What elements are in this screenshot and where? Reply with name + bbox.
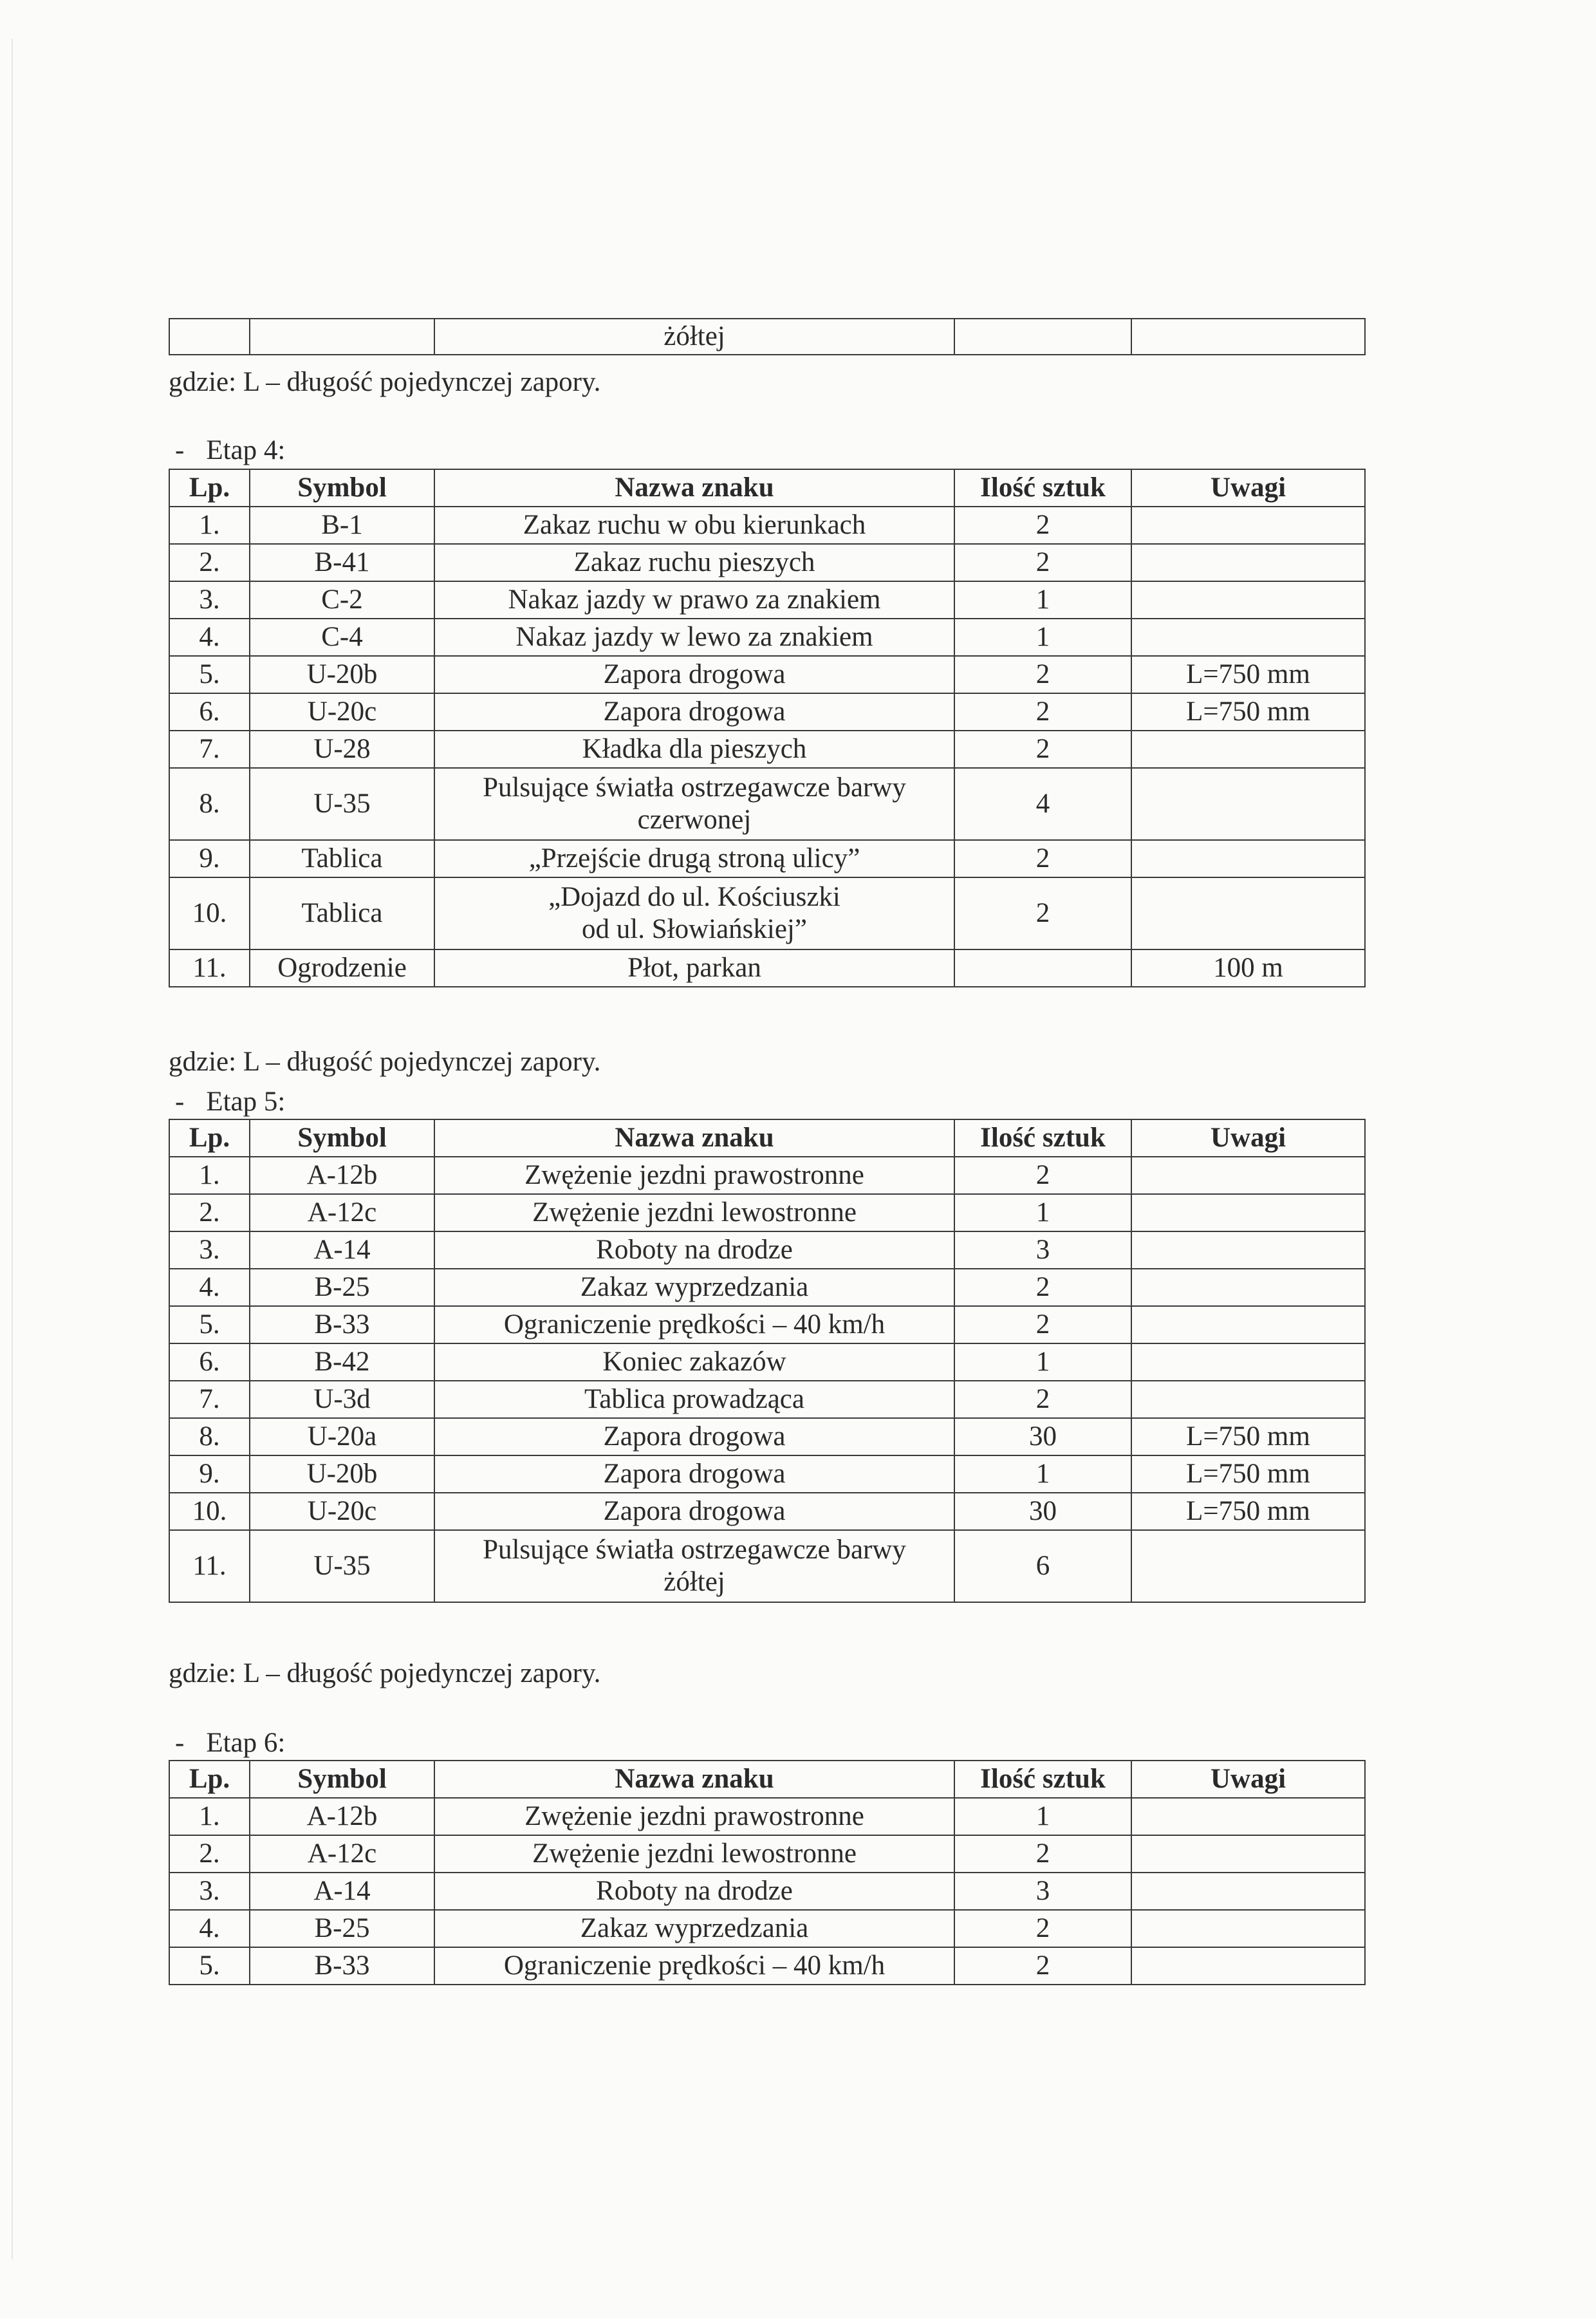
cell-symbol: B-42 — [250, 1343, 434, 1381]
cell-symbol: A-12b — [250, 1157, 434, 1194]
cell-notes — [1131, 731, 1365, 768]
cell-notes — [1131, 877, 1365, 949]
cell-symbol: B-25 — [250, 1269, 434, 1306]
cell-symbol: C-2 — [250, 581, 434, 619]
header-notes: Uwagi — [1131, 1119, 1365, 1157]
cell-lp: 7. — [169, 731, 250, 768]
table-row — [169, 656, 1365, 693]
header-symbol: Symbol — [250, 469, 434, 507]
continuation-table — [169, 318, 1366, 355]
cell-lp: 8. — [169, 768, 250, 840]
cell-notes — [1131, 619, 1365, 656]
stage-4-heading — [175, 433, 285, 469]
cell-qty: 2 — [954, 877, 1131, 949]
cell-symbol — [250, 319, 434, 355]
cell-qty: 2 — [954, 1835, 1131, 1873]
cell-lp: 11. — [169, 949, 250, 987]
header-symbol: Symbol — [250, 1119, 434, 1157]
table-row — [169, 507, 1365, 544]
cell-qty: 1 — [954, 1455, 1131, 1493]
continuation-table-block — [169, 318, 1364, 355]
cell-lp: 4. — [169, 619, 250, 656]
table-header-row — [169, 1119, 1365, 1157]
cell-qty: 1 — [954, 619, 1131, 656]
cell-qty: 2 — [954, 1269, 1131, 1306]
stage-5-heading — [175, 1084, 285, 1120]
header-symbol: Symbol — [250, 1761, 434, 1798]
cell-notes — [1131, 1231, 1365, 1269]
table-row — [169, 877, 1365, 949]
table-row — [169, 1530, 1365, 1602]
cell-notes — [1131, 319, 1365, 355]
cell-name: Zakaz ruchu pieszych — [434, 544, 954, 581]
cell-qty: 2 — [954, 1381, 1131, 1418]
cell-symbol: U-3d — [250, 1381, 434, 1418]
cell-qty: 2 — [954, 840, 1131, 877]
cell-notes — [1131, 840, 1365, 877]
cell-notes — [1131, 1194, 1365, 1231]
cell-line: żółtej — [663, 1567, 725, 1597]
cell-symbol: U-20c — [250, 693, 434, 731]
table-row — [169, 544, 1365, 581]
cell-symbol: A-12c — [250, 1835, 434, 1873]
cell-symbol: B-41 — [250, 544, 434, 581]
cell-line: od ul. Słowiańskiej” — [582, 914, 807, 944]
cell-qty: 1 — [954, 1194, 1131, 1231]
cell-symbol: U-28 — [250, 731, 434, 768]
cell-symbol: Ogrodzenie — [250, 949, 434, 987]
cell-name: Ograniczenie prędkości – 40 km/h — [434, 1306, 954, 1343]
cell-notes — [1131, 1530, 1365, 1602]
stage-4-label: Etap 4: — [206, 435, 286, 465]
cell-lp: 3. — [169, 581, 250, 619]
cell-notes — [1131, 1835, 1365, 1873]
cell-symbol: U-35 — [250, 768, 434, 840]
table-row — [169, 1455, 1365, 1493]
cell-notes — [1131, 1381, 1365, 1418]
table-row — [169, 1835, 1365, 1873]
cell-name: Zwężenie jezdni lewostronne — [434, 1194, 954, 1231]
stage-5-table-block — [169, 1119, 1364, 1603]
cell-symbol: Tablica — [250, 877, 434, 949]
cell-name: Zapora drogowa — [434, 1493, 954, 1530]
cell-qty: 2 — [954, 1947, 1131, 1985]
cell-notes — [1131, 1798, 1365, 1835]
cell-notes — [1131, 1947, 1365, 1985]
header-notes: Uwagi — [1131, 1761, 1365, 1798]
cell-symbol: A-12c — [250, 1194, 434, 1231]
cell-name: Zakaz wyprzedzania — [434, 1910, 954, 1947]
cell-lp: 6. — [169, 1343, 250, 1381]
table-row — [169, 619, 1365, 656]
cell-name: Płot, parkan — [434, 949, 954, 987]
cell-notes: L=750 mm — [1131, 656, 1365, 693]
cell-symbol: A-14 — [250, 1873, 434, 1910]
cell-name: Roboty na drodze — [434, 1231, 954, 1269]
note-length-definition: gdzie: L – długość pojedynczej zapory. — [169, 367, 601, 397]
cell-notes — [1131, 581, 1365, 619]
cell-notes — [1131, 1343, 1365, 1381]
cell-name: Zwężenie jezdni prawostronne — [434, 1157, 954, 1194]
cell-lp: 2. — [169, 544, 250, 581]
cell-notes: L=750 mm — [1131, 693, 1365, 731]
table-row — [169, 581, 1365, 619]
cell-notes: L=750 mm — [1131, 1455, 1365, 1493]
header-lp: Lp. — [169, 1761, 250, 1798]
table-header-row — [169, 469, 1365, 507]
cell-lp: 9. — [169, 1455, 250, 1493]
cell-qty: 3 — [954, 1873, 1131, 1910]
cell-lp: 5. — [169, 1306, 250, 1343]
table-row — [169, 1231, 1365, 1269]
cell-lp: 1. — [169, 1157, 250, 1194]
cell-name — [434, 1530, 954, 1602]
table-row — [169, 693, 1365, 731]
cell-notes — [1131, 544, 1365, 581]
stage-4-table-block — [169, 469, 1364, 987]
cell-notes — [1131, 1269, 1365, 1306]
scan-page-edge — [12, 39, 32, 2259]
header-lp: Lp. — [169, 1119, 250, 1157]
cell-lp: 2. — [169, 1835, 250, 1873]
cell-qty: 2 — [954, 544, 1131, 581]
stage-dash: - — [175, 1087, 185, 1117]
table-row — [169, 1493, 1365, 1530]
table-row — [169, 319, 1365, 355]
table-header-row — [169, 1761, 1365, 1798]
table-row — [169, 1157, 1365, 1194]
cell-symbol: B-33 — [250, 1947, 434, 1985]
table-row — [169, 840, 1365, 877]
stage-5-label: Etap 5: — [206, 1087, 286, 1117]
cell-symbol: U-20a — [250, 1418, 434, 1455]
cell-line: „Dojazd do ul. Kościuszki — [548, 882, 840, 912]
cell-lp: 5. — [169, 656, 250, 693]
cell-notes — [1131, 768, 1365, 840]
cell-symbol: Tablica — [250, 840, 434, 877]
header-lp: Lp. — [169, 469, 250, 507]
table-row — [169, 1194, 1365, 1231]
cell-symbol: U-35 — [250, 1530, 434, 1602]
cell-qty: 1 — [954, 581, 1131, 619]
stage-4-table — [169, 469, 1366, 987]
stage-5-table — [169, 1119, 1366, 1603]
table-row — [169, 768, 1365, 840]
cell-name: Tablica prowadząca — [434, 1381, 954, 1418]
cell-qty: 4 — [954, 768, 1131, 840]
cell-qty: 30 — [954, 1418, 1131, 1455]
cell-notes — [1131, 1910, 1365, 1947]
stage-6-heading — [175, 1725, 285, 1761]
cell-lp: 7. — [169, 1381, 250, 1418]
table-row — [169, 1269, 1365, 1306]
cell-qty: 2 — [954, 1157, 1131, 1194]
header-notes: Uwagi — [1131, 469, 1365, 507]
cell-name: „Przejście drugą stroną ulicy” — [434, 840, 954, 877]
cell-lp: 3. — [169, 1231, 250, 1269]
header-qty: Ilość sztuk — [954, 469, 1131, 507]
cell-symbol: U-20b — [250, 1455, 434, 1493]
cell-name: Zapora drogowa — [434, 656, 954, 693]
cell-line: Pulsujące światła ostrzegawcze barwy — [483, 1535, 906, 1565]
cell-lp: 8. — [169, 1418, 250, 1455]
cell-qty: 6 — [954, 1530, 1131, 1602]
cell-notes: L=750 mm — [1131, 1493, 1365, 1530]
table-row — [169, 1418, 1365, 1455]
cell-name: Zakaz wyprzedzania — [434, 1269, 954, 1306]
header-name: Nazwa znaku — [434, 469, 954, 507]
cell-name: żółtej — [434, 319, 954, 355]
cell-lp: 1. — [169, 507, 250, 544]
header-name: Nazwa znaku — [434, 1119, 954, 1157]
cell-lp — [169, 319, 250, 355]
table-row — [169, 1947, 1365, 1985]
stage-6-label: Etap 6: — [206, 1728, 286, 1758]
cell-qty — [954, 949, 1131, 987]
cell-qty: 2 — [954, 1306, 1131, 1343]
cell-notes — [1131, 507, 1365, 544]
cell-lp: 10. — [169, 877, 250, 949]
cell-name: Roboty na drodze — [434, 1873, 954, 1910]
cell-qty: 1 — [954, 1343, 1131, 1381]
table-row — [169, 731, 1365, 768]
cell-lp: 4. — [169, 1910, 250, 1947]
cell-notes: L=750 mm — [1131, 1418, 1365, 1455]
table-row — [169, 1873, 1365, 1910]
header-name: Nazwa znaku — [434, 1761, 954, 1798]
cell-qty: 2 — [954, 1910, 1131, 1947]
cell-name: Nakaz jazdy w prawo za znakiem — [434, 581, 954, 619]
cell-qty: 2 — [954, 693, 1131, 731]
table-row — [169, 1910, 1365, 1947]
cell-qty: 2 — [954, 731, 1131, 768]
cell-name: Zwężenie jezdni lewostronne — [434, 1835, 954, 1873]
stage-6-table — [169, 1760, 1366, 1985]
stage-dash: - — [175, 435, 185, 465]
cell-symbol: A-12b — [250, 1798, 434, 1835]
table-row — [169, 949, 1365, 987]
cell-lp: 9. — [169, 840, 250, 877]
cell-name: Zwężenie jezdni prawostronne — [434, 1798, 954, 1835]
cell-lp: 11. — [169, 1530, 250, 1602]
table-row — [169, 1306, 1365, 1343]
cell-lp: 2. — [169, 1194, 250, 1231]
cell-lp: 6. — [169, 693, 250, 731]
cell-qty: 1 — [954, 1798, 1131, 1835]
note-length-definition: gdzie: L – długość pojedynczej zapory. — [169, 1047, 601, 1077]
cell-name: Ograniczenie prędkości – 40 km/h — [434, 1947, 954, 1985]
cell-notes: 100 m — [1131, 949, 1365, 987]
cell-qty: 30 — [954, 1493, 1131, 1530]
cell-notes — [1131, 1306, 1365, 1343]
note-length-definition: gdzie: L – długość pojedynczej zapory. — [169, 1658, 601, 1688]
cell-notes — [1131, 1873, 1365, 1910]
cell-name: Zapora drogowa — [434, 1455, 954, 1493]
cell-line: Pulsujące światła ostrzegawcze barwy — [483, 772, 906, 803]
header-qty: Ilość sztuk — [954, 1761, 1131, 1798]
cell-line: czerwonej — [637, 805, 752, 835]
cell-symbol: U-20c — [250, 1493, 434, 1530]
header-qty: Ilość sztuk — [954, 1119, 1131, 1157]
cell-qty: 2 — [954, 656, 1131, 693]
cell-symbol: U-20b — [250, 656, 434, 693]
cell-name — [434, 877, 954, 949]
stage-6-table-block — [169, 1760, 1364, 1985]
stage-dash: - — [175, 1728, 185, 1758]
cell-name: Kładka dla pieszych — [434, 731, 954, 768]
cell-name: Zakaz ruchu w obu kierunkach — [434, 507, 954, 544]
cell-notes — [1131, 1157, 1365, 1194]
cell-lp: 10. — [169, 1493, 250, 1530]
cell-qty: 2 — [954, 507, 1131, 544]
cell-symbol: B-33 — [250, 1306, 434, 1343]
cell-name: Zapora drogowa — [434, 1418, 954, 1455]
cell-symbol: C-4 — [250, 619, 434, 656]
cell-lp: 4. — [169, 1269, 250, 1306]
cell-symbol: A-14 — [250, 1231, 434, 1269]
cell-name: Zapora drogowa — [434, 693, 954, 731]
cell-lp: 5. — [169, 1947, 250, 1985]
cell-name — [434, 768, 954, 840]
cell-qty: 3 — [954, 1231, 1131, 1269]
table-row — [169, 1798, 1365, 1835]
cell-name: Koniec zakazów — [434, 1343, 954, 1381]
table-row — [169, 1381, 1365, 1418]
cell-lp: 3. — [169, 1873, 250, 1910]
cell-lp: 1. — [169, 1798, 250, 1835]
cell-symbol: B-25 — [250, 1910, 434, 1947]
cell-qty — [954, 319, 1131, 355]
cell-name: Nakaz jazdy w lewo za znakiem — [434, 619, 954, 656]
table-row — [169, 1343, 1365, 1381]
cell-symbol: B-1 — [250, 507, 434, 544]
